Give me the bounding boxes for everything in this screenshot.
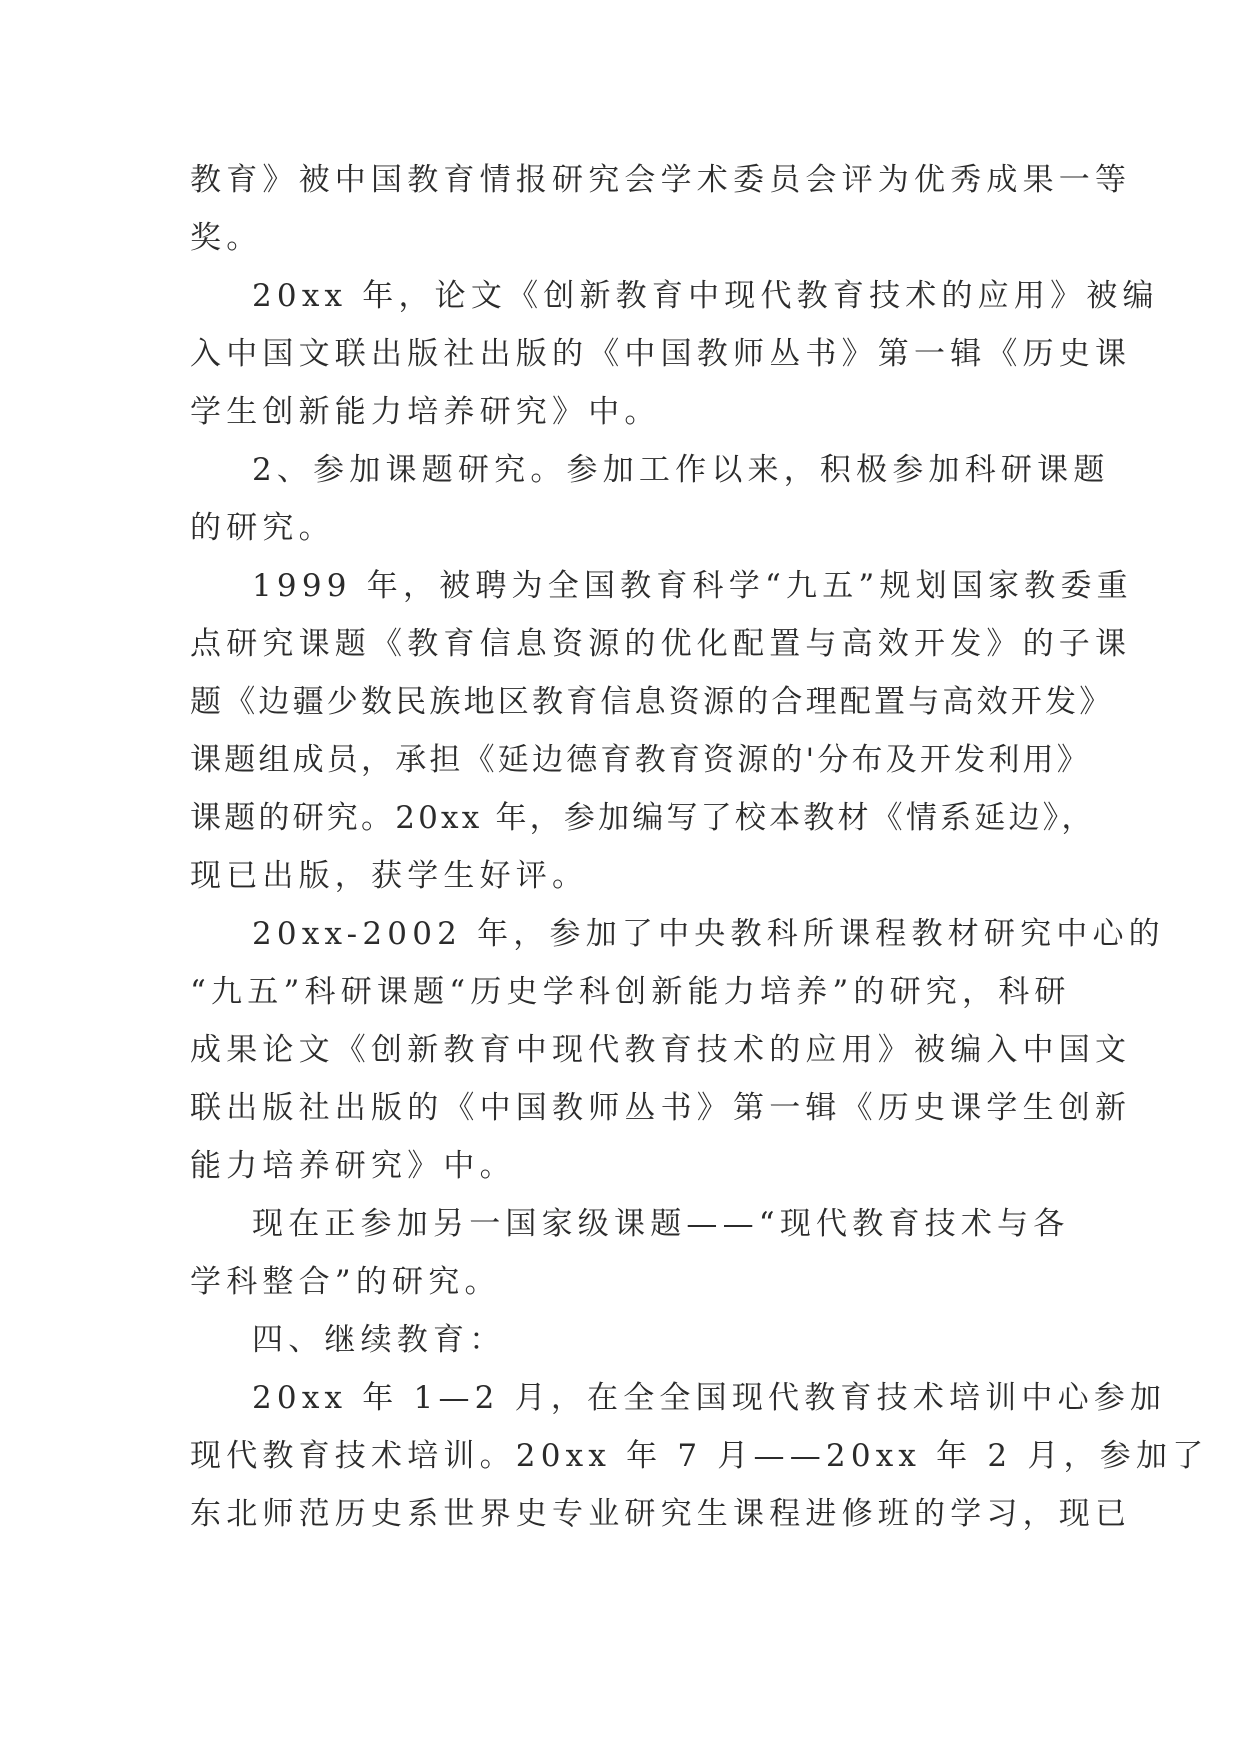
text-line: 学科整合”的研究。	[190, 1264, 501, 1300]
text-line: 2、参加课题研究。参加工作以来，积极参加科研课题	[252, 452, 1110, 488]
text-line: 现已出版，获学生好评。	[190, 858, 589, 894]
text-line: 能力培养研究》中。	[190, 1148, 516, 1184]
text-line: 成果论文《创新教育中现代教育技术的应用》被编入中国文	[190, 1032, 1132, 1068]
text-line: 奖。	[190, 220, 263, 256]
text-line: 东北师范历史系世界史专业研究生课程进修班的学习，现已	[190, 1496, 1132, 1532]
text-line: 20xx-2002 年，参加了中央教科所课程教材研究中心的	[252, 916, 1165, 952]
text-line: 课题组成员，承担《延边德育教育资源的'分布及开发利用》	[190, 742, 1091, 778]
text-line: 教育》被中国教育情报研究会学术委员会评为优秀成果一等	[190, 162, 1132, 198]
text-line: “九五”科研课题“历史学科创新能力培养”的研究，科研	[190, 974, 1071, 1010]
text-line: 学生创新能力培养研究》中。	[190, 394, 661, 430]
text-line: 题《边疆少数民族地区教育信息资源的合理配置与高效开发》	[190, 684, 1114, 720]
text-line: 课题的研究。20xx 年，参加编写了校本教材《情系延边》，	[190, 800, 1096, 836]
text-line: 1999 年，被聘为全国教育科学“九五”规划国家教委重	[252, 568, 1133, 604]
text-line: 点研究课题《教育信息资源的优化配置与高效开发》的子课	[190, 626, 1132, 662]
text-line: 20xx 年，论文《创新教育中现代教育技术的应用》被编	[252, 278, 1159, 314]
text-line: 四、继续教育：	[252, 1322, 506, 1358]
text-line: 入中国文联出版社出版的《中国教师丛书》第一辑《历史课	[190, 336, 1132, 372]
text-line: 联出版社出版的《中国教师丛书》第一辑《历史课学生创新	[190, 1090, 1132, 1126]
text-line: 现在正参加另一国家级课题——“现代教育技术与各	[252, 1206, 1070, 1242]
text-line: 的研究。	[190, 510, 335, 546]
text-line: 现代教育技术培训。20xx 年 7 月——20xx 年 2 月，参加了	[190, 1438, 1209, 1474]
text-line: 20xx 年 1—2 月，在全全国现代教育技术培训中心参加	[252, 1380, 1167, 1416]
